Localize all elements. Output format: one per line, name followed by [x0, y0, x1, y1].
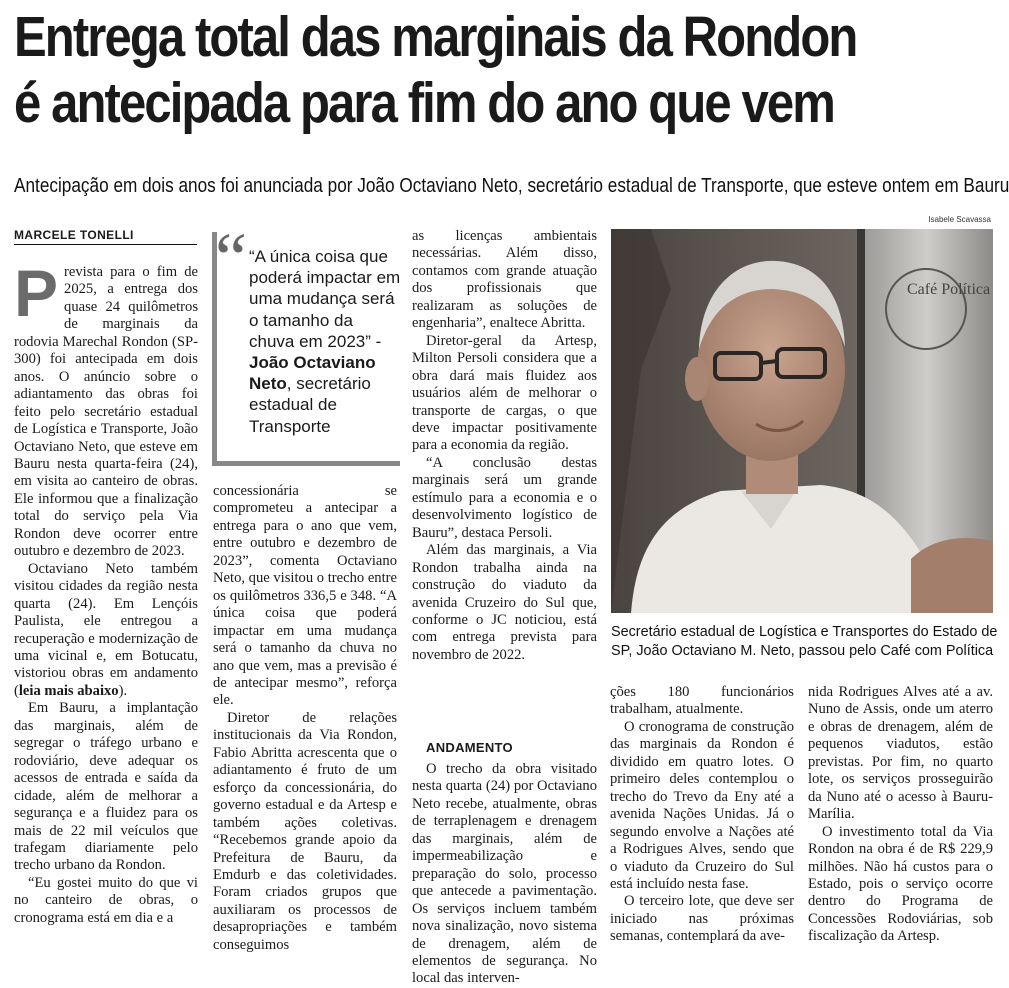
article-paragraph: concessionária se comprometeu a antecipar a entrega para o ano que vem, entre outubro e dezembro de 2023”, comenta Octaviano Neto, que visitou o trecho entre os quilômetros 336,5 e 348. “A única coisa que poderá impactar em uma mudança será o tamanho da chuva no ano que vem, mas a previsão é de antecipar mesmo”, reforça ele. [213, 483, 397, 709]
article-paragraph: O cronograma de construção das marginais da Rondon é dividido em quatro lotes. O primeiro deles contemplou o trecho do Trevo da Eny até a avenida Nações Unidas. Já o segundo envolve a Nações até a Rodrigues Alves, sendo que o viaduto da Cruzeiro do Sul está incluído nesta fase. [610, 718, 794, 892]
photo-credit: Isabele Scavassa [928, 215, 991, 224]
pull-quote [212, 218, 401, 466]
article-column-3-continued [412, 735, 597, 988]
article-paragraph: O investimento total da Via Rondon na obra é de R$ 229,9 milhões. Não há custos para o Estado, pois o serviço ocorre dentro do Programa de Concessões Rodoviárias, sob fiscalização da Artesp. [808, 823, 993, 945]
photo-caption: Secretário estadual de Logística e Transportes do Estado de SP, João Octaviano M. Neto, passou pelo Café com Política [611, 624, 998, 659]
paragraph-text: Octaviano Neto também visitou cidades da região nesta quarta (24). Em Lençóis Paulista, ele entregou a recuperação e modernização de uma vicinal e, em Botucatu, vistoriou obras em andamento ( [14, 560, 198, 699]
article-paragraph: Em Bauru, a implantação das marginais, além de segregar o tráfego urbano e rodoviário, deve adequar os acessos de entrada e saída da cidade, além de melhorar a segurança e a fluidez para os mais de 22 mil veículos que trafegam diariamente pelo trecho urbano da Rondon. [14, 700, 198, 874]
article-paragraph: as licenças ambientais necessárias. Além disso, contamos com grande atuação dos profissionais que realizaram as soluções de engenharia”, enaltece Abritta. [412, 228, 597, 332]
article-paragraph: O trecho da obra visitado nesta quarta (24) por Octaviano Neto recebe, atualmente, obras de terraplenagem e drenagem das marginais, além de impermeabilização e preparação do solo, processo que antecede a pavimentação. Os serviços incluem também nova sinalização, novo sistema de drenagem, além de elementos de segurança. No local das interven- [412, 761, 597, 987]
headline-line-2: é antecipada para fim do ano que vem [14, 71, 834, 135]
article-paragraph: “A conclusão destas marginais será um grande estímulo para a economia e o desenvolvimento logístico de Bauru”, destaca Persoli. [412, 454, 597, 541]
cafe-sign-text: Café Política [907, 281, 991, 298]
subheadline: Antecipação em dois anos foi anunciada por João Octaviano Neto, secretário estadual de Transporte, que esteve ontem em Bauru [14, 175, 1009, 197]
article-paragraph: “Eu gostei muito do que vi no canteiro de obras, o cronograma está em dia e a [14, 874, 198, 926]
paragraph-text: revista para o fim de 2025, a entrega dos quase 24 quilômetros de marginais da rodovia Marechal Rondon (SP-300) foi antecipada em dois anos. O anúncio sobre o adiantamento das obras foi feito pelo secretário estadual de Logística e Transporte, João Octaviano Neto, que esteve em Bauru nesta quarta-feira (24), em visita ao canteiro de obras. Ele informou que a finalização total do serviço pela Via Rondon deve ocorrer entre outubro e dezembro de 2023. [14, 264, 198, 560]
article-paragraph [14, 561, 198, 701]
article-paragraph: Diretor de relações institucionais da Via Rondon, Fabio Abritta acrescenta que o adiantamento é fruto de um esforço da concessionária, do governo estadual e da Artesp e também ações coletivas. “Recebemos grande apoio da Prefeitura de Bauru, da Emdurb e das coletividades. Foram criados grupos que auxiliaram os processos de desapropriações e também conseguimos [213, 709, 397, 953]
pull-quote-text [249, 246, 401, 437]
quote-body: “A única coisa que poderá impactar em uma mudança será o tamanho da chuva em 2023” - [249, 247, 401, 351]
drop-cap: P [14, 256, 59, 330]
article-column-4 [610, 684, 794, 946]
article-column-5 [808, 684, 993, 946]
headline-line-1: Entrega total das marginais da Rondon [14, 5, 857, 69]
quote-speaker-role: , secretário estadual de Transporte [249, 374, 371, 436]
article-paragraph: O terceiro lote, que deve ser iniciado nas próximas semanas, contemplará da ave- [610, 893, 794, 945]
article-column-1 [14, 256, 198, 927]
quote-speaker: João Octaviano Neto [249, 353, 376, 394]
article-paragraph: nida Rodrigues Alves até a av. Nuno de Assis, onde um aterro e obras de drenagem, além de pequenos viadutos, estão previstas. Por fim, no quarto lote, os serviços prosseguirão da Nuno até o acesso à Bauru-Marília. [808, 684, 993, 823]
article-paragraph: Além das marginais, a Via Rondon trabalha ainda na construção do viaduto da avenida Cruzeiro do Sul que, conforme o JC noticiou, está com entrega prevista para novembro de 2022. [412, 542, 597, 663]
read-more-note: leia mais abaixo [18, 682, 119, 699]
article-column-2 [213, 483, 397, 954]
byline: MARCELE TONELLI [14, 228, 197, 245]
section-title: ANDAMENTO [426, 740, 513, 755]
article-photo [611, 229, 993, 613]
article-paragraph: ções 180 funcionários trabalham, atualmente. [610, 684, 794, 718]
article-paragraph: Diretor-geral da Artesp, Milton Persoli considera que a obra dará mais fluidez aos usuários além de melhorar o transporte de cargas, o que deve impactar positivamente para a economia da região. [412, 332, 597, 454]
article-column-3 [412, 228, 597, 664]
photo-man-portrait [611, 229, 993, 613]
paragraph-text: ). [118, 682, 128, 699]
article-paragraph [14, 256, 198, 561]
quote-mark-icon: “ [215, 218, 247, 298]
